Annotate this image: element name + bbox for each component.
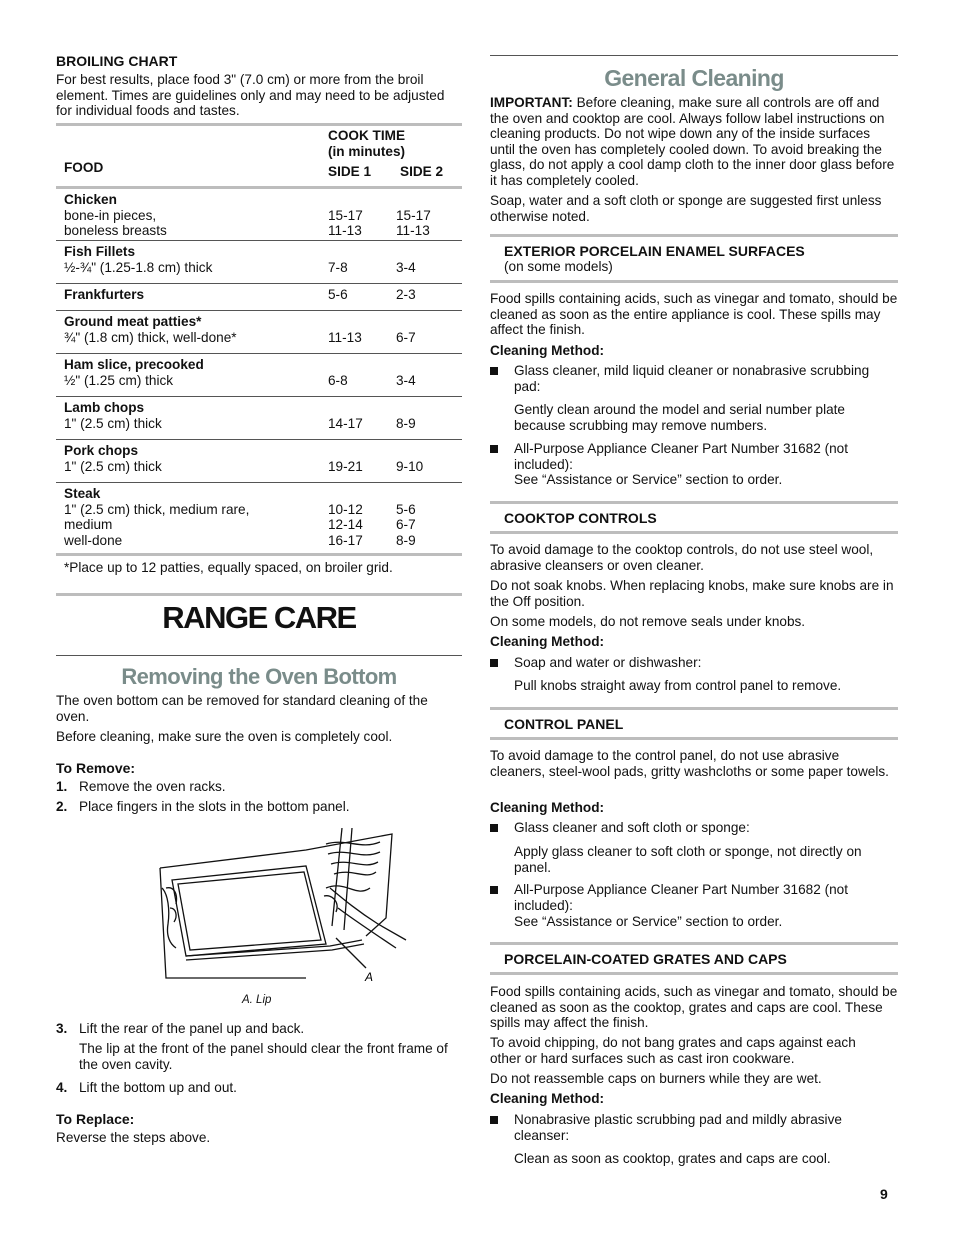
step-1 bbox=[56, 779, 485, 795]
side1-time: 19-21 bbox=[328, 458, 363, 474]
oven-bottom-p2: Before cleaning, make sure the oven is completely cool. bbox=[56, 729, 393, 744]
food-detail: well-done bbox=[64, 532, 123, 548]
food-detail: ¾" (1.8 cm) thick, well-done* bbox=[64, 329, 237, 345]
exterior-bullet-2 bbox=[490, 441, 898, 472]
cooktop-bullet-1-text: Soap and water or dishwasher: bbox=[514, 655, 702, 670]
header-side2: SIDE 2 bbox=[400, 164, 444, 179]
broiling-table-body bbox=[56, 191, 462, 556]
general-soap: Soap, water and a soft cloth or sponge are suggested first unless otherwise noted. bbox=[490, 193, 882, 224]
step-3 bbox=[56, 1021, 485, 1037]
important-label: IMPORTANT: bbox=[490, 95, 573, 110]
table-row bbox=[56, 311, 462, 354]
control-panel-bullet-2-text: All-Purpose Appliance Cleaner Part Number 31682 (not included): bbox=[514, 882, 848, 913]
control-panel-bullet-1 bbox=[490, 820, 898, 836]
table-header-rule bbox=[56, 186, 462, 189]
side1-time: 5-6 bbox=[328, 287, 348, 302]
food-detail: medium bbox=[64, 517, 113, 533]
food-detail: bone-in pieces, bbox=[64, 207, 157, 223]
general-cleaning-title: General Cleaning bbox=[604, 65, 784, 91]
replace-text: Reverse the steps above. bbox=[56, 1130, 211, 1145]
food-name: Fish Fillets bbox=[64, 244, 136, 259]
table-bottom-rule bbox=[56, 553, 462, 556]
cooktop-method: Cleaning Method: bbox=[490, 634, 605, 649]
grates-p2: To avoid chipping, do not bang grates and caps against each other or hard surfaces such as cast iron cookware. bbox=[490, 1035, 856, 1066]
exterior-title: EXTERIOR PORCELAIN ENAMEL SURFACES bbox=[504, 243, 805, 259]
grates-p3: Do not reassemble caps on burners while they are wet. bbox=[490, 1071, 822, 1086]
side2-time: 5-6 bbox=[396, 501, 416, 517]
step-4-number: 4. bbox=[56, 1080, 68, 1095]
control-panel-bottom-rule bbox=[490, 737, 898, 740]
food-detail: ½" (1.25 cm) thick bbox=[64, 372, 174, 388]
header-minutes: (in minutes) bbox=[328, 144, 406, 159]
side1-time: 12-14 bbox=[328, 517, 363, 533]
cooktop-p1: To avoid damage to the cooktop controls, do not use steel wool, abrasive cleansers or oven cleaner. bbox=[490, 542, 874, 573]
figure-caption: A. Lip bbox=[242, 994, 272, 1006]
side2-time: 6-7 bbox=[396, 517, 416, 533]
side2-time: 9-10 bbox=[396, 458, 424, 474]
side2-time: 8-9 bbox=[396, 532, 416, 548]
page-number: 9 bbox=[880, 1186, 888, 1202]
control-panel-p1: To avoid damage to the control panel, do not use abrasive cleaners, steel-wool pads, gritty washcloths or some paper towels. bbox=[490, 748, 889, 779]
side1-time: 11-13 bbox=[328, 223, 362, 239]
side2-time: 6-7 bbox=[396, 329, 416, 345]
control-panel-title: CONTROL PANEL bbox=[504, 716, 624, 732]
side1-time: 6-8 bbox=[328, 372, 348, 388]
control-panel-method: Cleaning Method: bbox=[490, 800, 605, 815]
grates-bullet-1-note: Clean as soon as cooktop, grates and caps are cool. bbox=[514, 1151, 831, 1166]
table-row bbox=[56, 354, 462, 397]
side1-time: 14-17 bbox=[328, 415, 363, 431]
control-panel-bullet-1-text: Glass cleaner and soft cloth or sponge: bbox=[514, 820, 750, 835]
food-detail: 1" (2.5 cm) thick bbox=[64, 415, 162, 431]
side1-time: 7-8 bbox=[328, 259, 348, 275]
step-3-number: 3. bbox=[56, 1021, 68, 1036]
figure-label-a: A bbox=[365, 970, 374, 984]
grates-bullet-1-text: Nonabrasive plastic scrubbing pad and mildly abrasive cleanser: bbox=[514, 1112, 842, 1143]
exterior-p1: Food spills containing acids, such as vinegar and tomato, should be cleaned as soon as the entire appliance is cool. These spills may affect the finish. bbox=[490, 291, 898, 338]
exterior-bullet-2-text: All-Purpose Appliance Cleaner Part Number 31682 (not included): bbox=[514, 441, 848, 472]
bullet-square-icon bbox=[490, 886, 498, 894]
exterior-subtitle: (on some models) bbox=[504, 259, 613, 274]
broiling-table-header bbox=[56, 128, 462, 188]
grates-bottom-rule bbox=[490, 972, 898, 975]
side1-time: 15-17 bbox=[328, 207, 363, 223]
food-name: Ham slice, precooked bbox=[64, 357, 204, 372]
to-remove-heading: To Remove: bbox=[56, 760, 136, 776]
header-side1: SIDE 1 bbox=[328, 164, 372, 179]
food-detail: ½-¾" (1.25-1.8 cm) thick bbox=[64, 259, 213, 275]
food-name: Lamb chops bbox=[64, 400, 145, 415]
important-text: Before cleaning, make sure all controls are off and the oven and cooktop are cool. Always follow label instructions on cleaning products. Do not wipe down any of the inside surfaces until the oven has completely cooled down. To avoid breaking the glass, do not apply a cool damp cloth to the inner door glass before it has completely cooled. bbox=[490, 95, 895, 188]
table-row bbox=[56, 397, 462, 440]
broiling-intro: For best results, place food 3" (7.0 cm) or more from the broil element. Times are guidelines only and may need to be adjusted for individual foods and tastes. bbox=[56, 72, 445, 119]
header-cook-time: COOK TIME bbox=[328, 128, 406, 143]
side1-time: 16-17 bbox=[328, 532, 363, 548]
food-detail: 1" (2.5 cm) thick, medium rare, bbox=[64, 501, 250, 517]
grates-p1: Food spills containing acids, such as vinegar and tomato, should be cleaned as soon as the cooktop, grates and caps are cool. These spills may affect the finish. bbox=[490, 984, 898, 1031]
exterior-bullet-1 bbox=[490, 363, 898, 394]
table-row bbox=[56, 440, 462, 483]
cooktop-bullet-1 bbox=[490, 655, 898, 671]
grates-bullet-1 bbox=[490, 1112, 898, 1143]
bullet-square-icon bbox=[490, 659, 498, 667]
general-top-rule bbox=[490, 55, 898, 56]
step-4-text: Lift the bottom up and out. bbox=[79, 1080, 237, 1095]
side1-time: 11-13 bbox=[328, 329, 362, 345]
side2-time: 11-13 bbox=[396, 223, 430, 239]
to-replace-heading: To Replace: bbox=[56, 1111, 135, 1127]
food-name: Chicken bbox=[64, 192, 117, 207]
general-important bbox=[490, 95, 898, 189]
range-care-bottom-rule bbox=[56, 655, 462, 656]
food-detail: boneless breasts bbox=[64, 223, 167, 239]
cooktop-p2: Do not soak knobs. When replacing knobs, make sure knobs are in the Off position. bbox=[490, 578, 894, 609]
step-3-text: Lift the rear of the panel up and back. bbox=[79, 1021, 305, 1036]
grates-method: Cleaning Method: bbox=[490, 1091, 605, 1106]
side1-time: 10-12 bbox=[328, 501, 363, 517]
exterior-bullet-1-note: Gently clean around the model and serial number plate because scrubbing may remove numbers. bbox=[514, 402, 845, 433]
exterior-bottom-rule bbox=[490, 280, 898, 283]
side2-time: 15-17 bbox=[396, 207, 431, 223]
exterior-method: Cleaning Method: bbox=[490, 343, 605, 358]
cooktop-title: COOKTOP CONTROLS bbox=[504, 510, 657, 526]
bullet-square-icon bbox=[490, 367, 498, 375]
broiling-chart-title: BROILING CHART bbox=[56, 53, 178, 69]
side2-time: 8-9 bbox=[396, 415, 416, 431]
bullet-square-icon bbox=[490, 1116, 498, 1124]
table-row bbox=[56, 241, 462, 284]
step-1-text: Remove the oven racks. bbox=[79, 779, 226, 794]
table-row bbox=[56, 191, 462, 241]
control-panel-bullet-2 bbox=[490, 882, 898, 913]
table-row bbox=[56, 284, 462, 311]
oven-bottom-title: Removing the Oven Bottom bbox=[121, 664, 397, 689]
broiling-footnote: *Place up to 12 patties, equally spaced, on broiler grid. bbox=[64, 560, 393, 575]
food-name: Ground meat patties* bbox=[64, 314, 202, 329]
bullet-square-icon bbox=[490, 824, 498, 832]
grates-title: PORCELAIN-COATED GRATES AND CAPS bbox=[504, 951, 787, 967]
food-name: Pork chops bbox=[64, 443, 139, 458]
side2-time: 2-3 bbox=[396, 287, 416, 302]
control-panel-bullet-1-note: Apply glass cleaner to soft cloth or sponge, not directly on panel. bbox=[514, 844, 862, 875]
cooktop-p3: On some models, do not remove seals under knobs. bbox=[490, 614, 806, 629]
oven-bottom-p1: The oven bottom can be removed for standard cleaning of the oven. bbox=[56, 693, 428, 724]
control-panel-bullet-2-see: See “Assistance or Service” section to order. bbox=[514, 914, 783, 929]
table-top-rule bbox=[56, 123, 462, 126]
cooktop-bottom-rule bbox=[490, 531, 898, 534]
side2-time: 3-4 bbox=[396, 259, 416, 275]
table-row bbox=[56, 483, 462, 556]
step-3-note: The lip at the front of the panel should clear the front frame of the oven cavity. bbox=[79, 1041, 448, 1072]
step-1-number: 1. bbox=[56, 779, 68, 794]
step-2 bbox=[56, 799, 485, 815]
exterior-bullet-2-see: See “Assistance or Service” section to order. bbox=[514, 472, 783, 487]
step-2-text: Place fingers in the slots in the bottom panel. bbox=[79, 799, 350, 814]
oven-bottom-illustration bbox=[156, 828, 418, 988]
food-name: Steak bbox=[64, 486, 101, 501]
food-name: Frankfurters bbox=[64, 287, 145, 302]
food-detail: 1" (2.5 cm) thick bbox=[64, 458, 162, 474]
header-food: FOOD bbox=[64, 160, 104, 175]
bullet-square-icon bbox=[490, 445, 498, 453]
exterior-bullet-1-text: Glass cleaner, mild liquid cleaner or nonabrasive scrubbing pad: bbox=[514, 363, 870, 394]
cooktop-bullet-1-note: Pull knobs straight away from control panel to remove. bbox=[514, 678, 842, 693]
range-care-top-rule bbox=[56, 593, 462, 596]
step-4 bbox=[56, 1080, 485, 1096]
step-2-number: 2. bbox=[56, 799, 68, 814]
side2-time: 3-4 bbox=[396, 372, 416, 388]
range-care-title: RANGE CARE bbox=[162, 600, 356, 635]
